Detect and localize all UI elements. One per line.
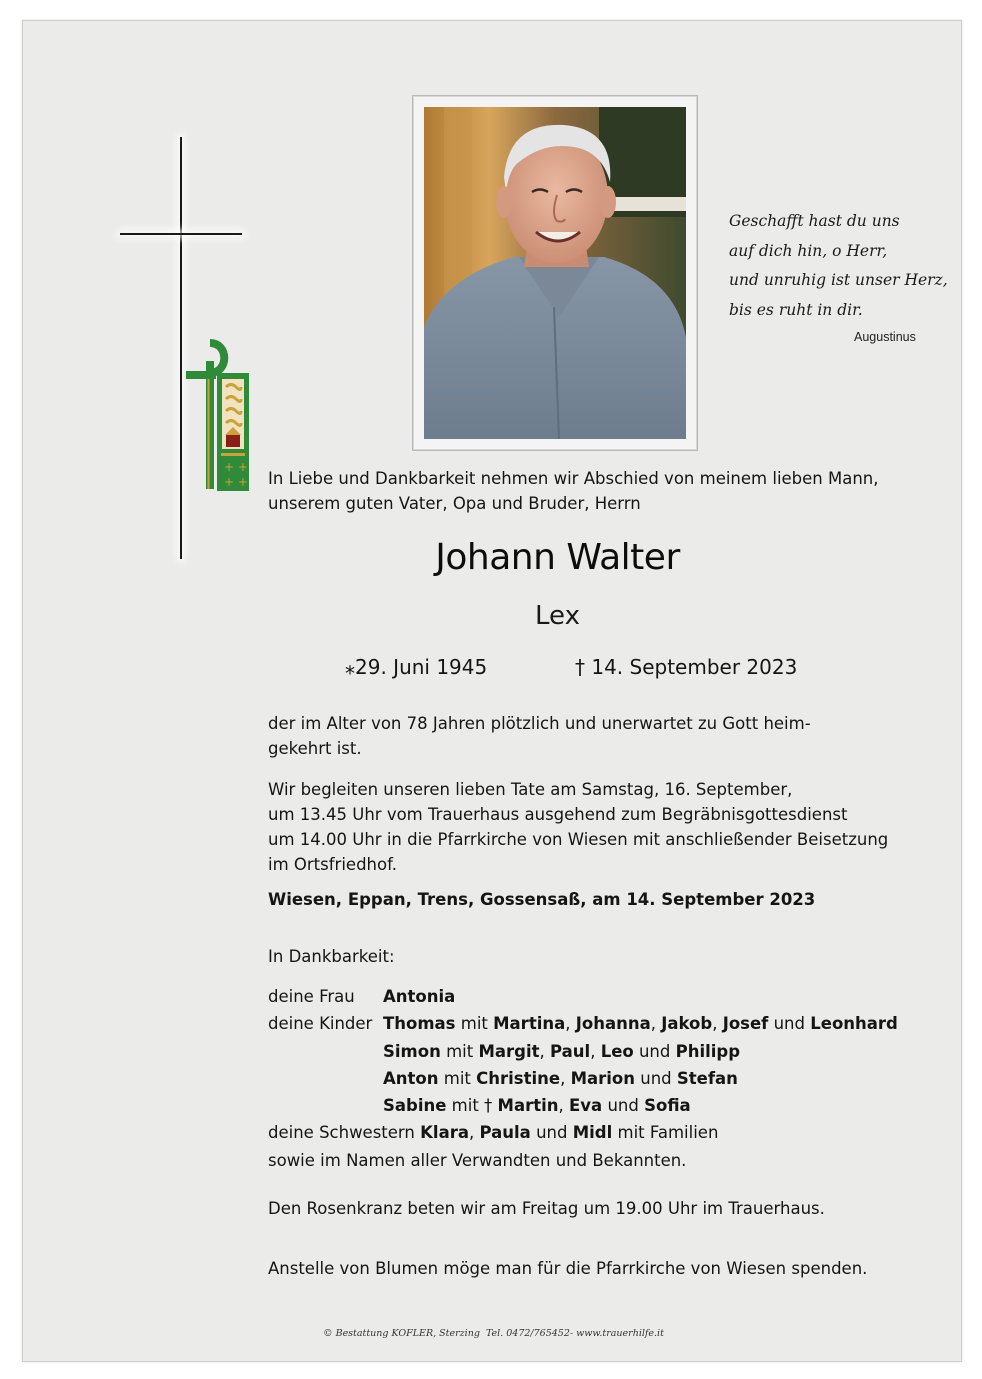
connector: , [558, 1096, 570, 1116]
deceased-nickname: Lex [535, 601, 580, 631]
quote-author: Augustinus [854, 330, 916, 344]
connector: und [768, 1014, 811, 1034]
quote-line: Geschafft hast du uns [729, 212, 900, 230]
age-text [268, 711, 811, 761]
connector: mit [455, 1014, 494, 1034]
connector: mit Familien [612, 1123, 719, 1143]
connector: , [590, 1041, 601, 1061]
grandchild-name: Philipp [675, 1041, 741, 1061]
cross-vertical-bar [180, 137, 182, 559]
family-names [383, 1065, 738, 1092]
partner-name: Martin [497, 1096, 559, 1116]
grandchild-name: Paul [550, 1041, 591, 1061]
sister-name: Midl [572, 1123, 613, 1143]
grandchild-name: Sofia [644, 1096, 691, 1116]
family-label [268, 1119, 718, 1146]
grandchild-name: Jakob [661, 1014, 713, 1034]
obituary-card [22, 20, 962, 1362]
wife-name: Antonia [383, 987, 456, 1006]
family-names [383, 983, 455, 1010]
family-names [383, 1092, 691, 1119]
connector: und [633, 1041, 676, 1061]
grandchild-name: Johanna [575, 1014, 651, 1034]
funeral-line: um 13.45 Uhr vom Trauerhaus ausgehend zum Begräbnisgottesdienst [268, 805, 848, 824]
child-name: Thomas [383, 1014, 456, 1034]
age-line: der im Alter von 78 Jahren plötzlich und unerwartet zu Gott heim- [268, 714, 811, 733]
age-line: gekehrt ist. [268, 739, 362, 758]
grandchild-name: Eva [569, 1096, 603, 1116]
death-date: † 14. September 2023 [575, 655, 798, 679]
place-date: Wiesen, Eppan, Trens, Gossensaß, am 14. September 2023 [268, 890, 816, 909]
family-label: deine Kinder [268, 1014, 373, 1034]
birth-date: ⁎29. Juni 1945 [345, 655, 488, 679]
portrait-illustration [424, 107, 686, 439]
quote-line: bis es ruht in dir. [729, 300, 863, 319]
grandchild-name: Marion [570, 1068, 636, 1088]
quote [729, 207, 949, 325]
funeral-line: im Ortsfriedhof. [268, 855, 397, 874]
svg-text:+ +: + + [224, 475, 248, 489]
grandchild-name: Stefan [676, 1068, 738, 1088]
funeral-line: Wir begleiten unseren lieben Tate am Samstag, 16. September, [268, 780, 793, 799]
intro-text [268, 466, 879, 516]
connector: und [530, 1123, 573, 1143]
quote-line: auf dich hin, o Herr, [729, 241, 888, 260]
connector: und [635, 1068, 677, 1088]
deceased-name: Johann Walter [435, 537, 680, 578]
child-name: Sabine [383, 1096, 447, 1116]
cross-horizontal-bar [120, 233, 242, 235]
child-name: Anton [383, 1068, 439, 1088]
chi-rho-icon [183, 339, 255, 495]
intro-line: In Liebe und Dankbarkeit nehmen wir Abschied von meinem lieben Mann, [268, 469, 879, 488]
family-names [383, 1010, 898, 1037]
family-names [383, 1038, 740, 1065]
connector: , [712, 1014, 723, 1034]
quote-line: und unruhig ist unser Herz, [729, 271, 948, 289]
sister-name: Paula [479, 1123, 531, 1143]
grandchild-name: Josef [722, 1014, 769, 1034]
funeral-text [268, 777, 888, 877]
partner-name: Margit [478, 1041, 540, 1061]
connector: mit [438, 1068, 477, 1088]
connector: , [565, 1014, 576, 1034]
connector: , [650, 1014, 662, 1034]
family-label: deine Frau [268, 987, 355, 1006]
grandchild-name: Leonhard [810, 1014, 898, 1034]
connector: mit † [446, 1096, 498, 1116]
flowers-text: Anstelle von Blumen möge man für die Pfarrkirche von Wiesen spenden. [268, 1259, 868, 1278]
connector: , [469, 1123, 480, 1143]
funeral-line: um 14.00 Uhr in die Pfarrkirche von Wiesen mit anschließender Beisetzung [268, 830, 889, 849]
connector: mit [440, 1041, 479, 1061]
portrait-photo [424, 107, 686, 439]
intro-line: unserem guten Vater, Opa und Bruder, Herrn [268, 494, 641, 513]
portrait-frame [412, 95, 698, 451]
sisters-label: deine Schwestern [268, 1123, 415, 1143]
child-name: Simon [383, 1041, 441, 1061]
relatives-text: sowie im Namen aller Verwandten und Bekannten. [268, 1150, 687, 1170]
rosary-text: Den Rosenkranz beten wir am Freitag um 19.00 Uhr im Trauerhaus. [268, 1199, 825, 1218]
sister-name: Klara [420, 1123, 469, 1143]
svg-text:+ +: + + [224, 460, 248, 474]
connector: und [602, 1096, 645, 1116]
connector: , [539, 1041, 550, 1061]
partner-name: Martina [493, 1014, 566, 1034]
thanks-header: In Dankbarkeit: [268, 947, 395, 966]
grandchild-name: Leo [600, 1041, 634, 1061]
footer-credit: © Bestattung KOFLER, Sterzing Tel. 0472/765452- www.trauerhilfe.it [323, 1328, 664, 1339]
partner-name: Christine [476, 1068, 561, 1088]
connector: , [560, 1068, 571, 1088]
